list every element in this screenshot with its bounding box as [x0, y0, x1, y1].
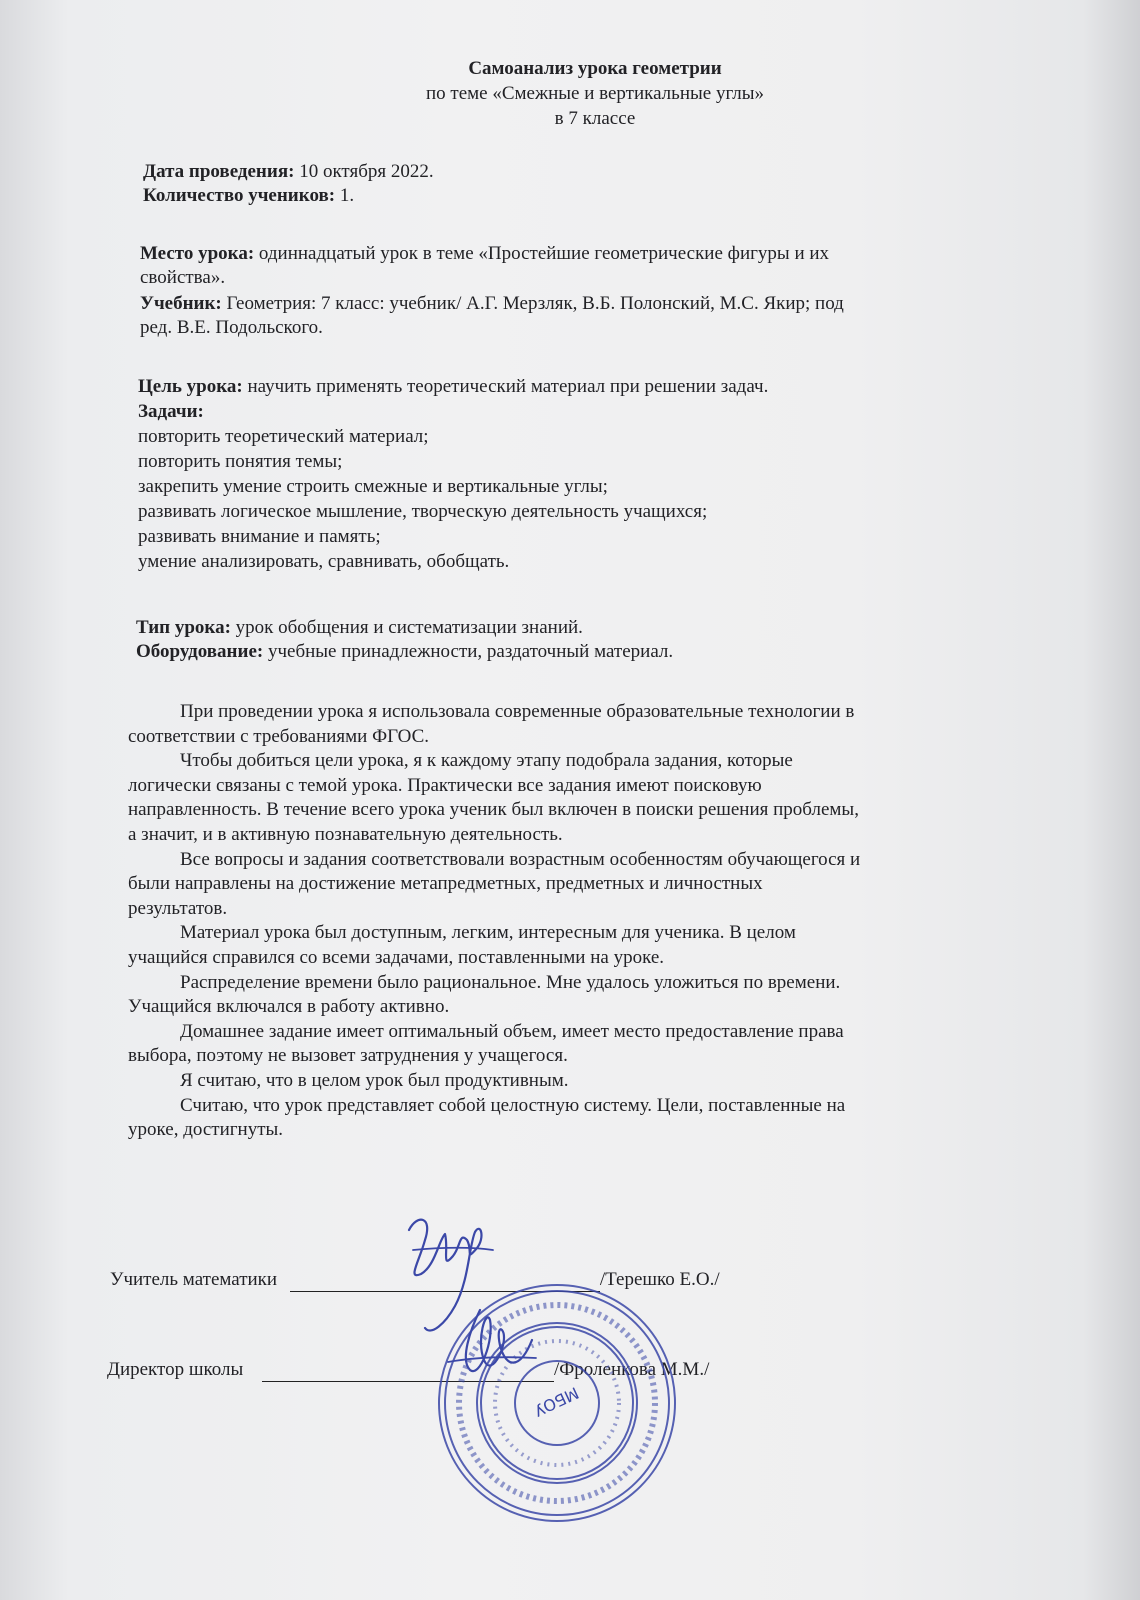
type-line: [136, 616, 673, 640]
paragraph-line: были направлены на достижение метапредметных, предметных и личностных: [128, 873, 763, 895]
paragraph-line: Чтобы добиться цели урока, я к каждому этапу подобрала задания, которые: [180, 750, 793, 772]
paragraph-line: выбора, поэтому не вызовет затруднения у учащегося.: [128, 1045, 568, 1067]
paragraph-line: направленность. В течение всего урока ученик был включен в поиски решения проблемы,: [128, 799, 859, 821]
director-name: /Фроленкова М.М./: [554, 1359, 710, 1380]
equipment-label: Оборудование:: [136, 641, 264, 662]
equipment-line: [136, 640, 673, 664]
paragraph-line: При проведении урока я использовала современные образовательные технологии в: [180, 701, 855, 722]
paragraph-line: Материал урока был доступным, легким, интересным для ученика. В целом: [180, 922, 796, 944]
textbook-label: Учебник:: [140, 293, 222, 314]
goal-label: Цель урока:: [138, 376, 243, 397]
equipment-value: учебные принадлежности, раздаточный материал.: [263, 641, 674, 662]
paragraph-line: Домашнее задание имеет оптимальный объем, имеет место предоставление права: [180, 1020, 844, 1042]
students-label: Количество учеников:: [143, 185, 336, 206]
task-item: развивать логическое мышление, творческую деятельность учащихся;: [138, 501, 708, 522]
place-value-cont: свойства».: [140, 267, 226, 288]
meta-block: [143, 160, 434, 208]
textbook-value: Геометрия: 7 класс: учебник/ А.Г. Мерзляк, В.Б. Полонский, М.С. Якир; под: [221, 293, 844, 314]
director-handwritten-signature: [440, 1300, 540, 1410]
date-value: 10 октября 2022.: [294, 161, 434, 182]
document-title: Самоанализ урока геометрии: [468, 58, 722, 79]
place-block: [140, 242, 844, 340]
textbook-line: [140, 292, 844, 316]
date-label: Дата проведения:: [143, 161, 295, 182]
task-item: повторить теоретический материал;: [138, 426, 429, 447]
task-item: умение анализировать, сравнивать, обобщать.: [138, 551, 510, 572]
director-label: Директор школы: [107, 1359, 244, 1380]
paragraph-line: Распределение времени было рациональное. Мне удалось уложиться по времени.: [180, 971, 841, 993]
paragraph-line: соответствии с требованиями ФГОС.: [128, 725, 429, 747]
date-line: [143, 160, 434, 184]
place-line: [140, 242, 844, 266]
document-subtitle: по теме «Смежные и вертикальные углы»: [425, 83, 765, 104]
type-block: [136, 616, 673, 664]
type-value: урок обобщения и систематизации знаний.: [230, 617, 583, 638]
document-header: [0, 56, 1140, 131]
students-line: [143, 184, 434, 208]
teacher-label: Учитель математики: [110, 1269, 278, 1290]
goal-line: [138, 374, 768, 399]
paragraph-line: а значит, и в активную познавательную деятельность.: [128, 823, 563, 845]
task-item: развивать внимание и память;: [138, 526, 381, 547]
paragraph-line: уроке, достигнуты.: [128, 1119, 284, 1141]
paragraph-line: Учащийся включался в работу активно.: [128, 996, 450, 1018]
paragraph-line: учащийся справился со всеми задачами, поставленными на уроке.: [128, 946, 665, 968]
place-label: Место урока:: [140, 243, 255, 264]
textbook-value-cont: ред. В.Е. Подольского.: [140, 317, 323, 338]
paragraph-line: результатов.: [128, 897, 228, 919]
document-grade: в 7 классе: [554, 108, 636, 129]
paragraph-line: Считаю, что урок представляет собой целостную систему. Цели, поставленные на: [180, 1094, 846, 1116]
paragraph-line: Все вопросы и задания соответствовали возрастным особенностям обучающегося и: [180, 848, 861, 870]
stamp-center-text: МБОУ: [530, 1383, 582, 1421]
paragraph-line: Я считаю, что в целом урок был продуктивным.: [180, 1069, 569, 1091]
paragraph-line: логически связаны с темой урока. Практически все задания имеют поисковую: [128, 774, 762, 796]
teacher-name: /Терешко Е.О./: [599, 1269, 720, 1290]
goal-block: [138, 374, 768, 574]
analysis-text: [128, 700, 1088, 1143]
students-value: 1.: [335, 185, 355, 206]
task-item: закрепить умение строить смежные и вертикальные углы;: [138, 476, 608, 497]
place-value: одиннадцатый урок в теме «Простейшие геометрические фигуры и их: [254, 243, 830, 264]
goal-value: научить применять теоретический материал при решении задач.: [242, 376, 769, 397]
tasks-label: Задачи:: [138, 401, 204, 422]
type-label: Тип урока:: [136, 617, 231, 638]
task-item: повторить понятия темы;: [138, 451, 343, 472]
